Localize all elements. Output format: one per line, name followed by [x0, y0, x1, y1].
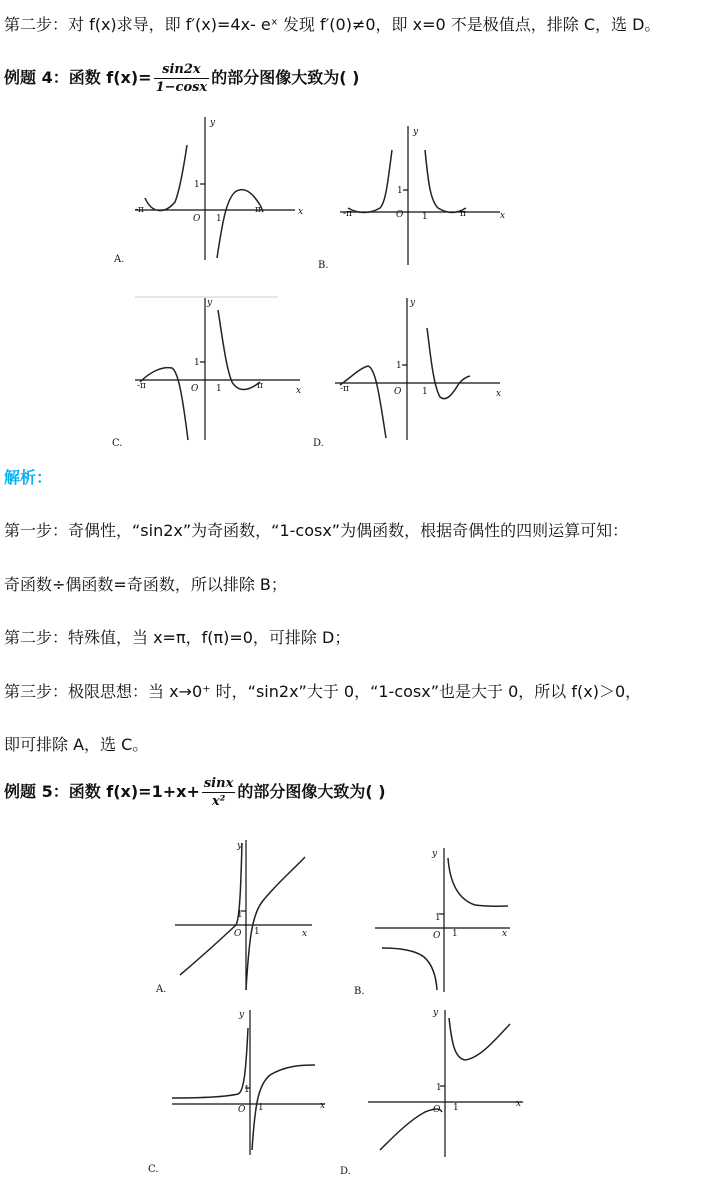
analysis-step-2: 第二步：特殊值，当 x=π，f(π)=0，可排除 D；	[4, 628, 351, 647]
graph-5a	[155, 840, 312, 995]
curve-left	[382, 948, 437, 990]
curve-right	[449, 1018, 510, 1060]
y-label: y	[210, 118, 216, 128]
x-label: x	[500, 211, 506, 221]
previous-step-text: 第二步：对 f(x)求导，即 f′(x)=4x- eˣ 发现 f′(0)≠0，即 x=0 不是极值点，排除 C，选 D。	[4, 15, 661, 34]
curve-right	[217, 190, 263, 258]
neg-pi-label: -π	[340, 384, 349, 394]
pi-label: π	[255, 205, 261, 215]
origin-label: O	[238, 1105, 246, 1115]
x-label: x	[496, 389, 502, 399]
analysis-step-3: 第三步：极限思想：当 x→0⁺ 时，“sin2x”大于 0，“1-cosx”也是大于 0，所以 f(x)＞0，	[4, 682, 642, 701]
origin-label: O	[396, 210, 404, 220]
y-one-label: 1	[397, 186, 403, 196]
curve-left	[140, 368, 188, 440]
x-one-label: 1	[258, 1103, 264, 1113]
neg-pi-label: -π	[343, 209, 352, 219]
x-label: x	[516, 1099, 522, 1109]
example-4-numerator: sin2x	[154, 62, 210, 79]
example-5-denominator: x²	[211, 794, 226, 809]
y-label: y	[410, 298, 416, 308]
x-label: x	[298, 207, 304, 217]
y-one-label: 1	[436, 1083, 442, 1093]
x-one-label: 1	[216, 214, 222, 224]
origin-label: O	[191, 384, 199, 394]
example-4-prefix: 例题 4：函数 f(x)=	[4, 68, 152, 87]
option-c-label: C.	[148, 1164, 159, 1175]
analysis-step-1-cont: 奇函数÷偶函数=奇函数，所以排除 B；	[4, 575, 287, 594]
neg-pi-label: -π	[137, 381, 146, 391]
curve-right	[448, 858, 508, 906]
graph-5b	[354, 848, 510, 997]
y-one-label: 1	[244, 1085, 250, 1095]
graph-4b	[318, 126, 505, 271]
curve-left	[348, 150, 392, 213]
pi-label: π	[257, 381, 263, 391]
curve-left	[180, 843, 242, 975]
neg-pi-label: -π	[135, 205, 144, 215]
graph-4d	[313, 298, 501, 449]
y-one-label: 1	[194, 180, 200, 190]
y-one-label: 1	[396, 361, 402, 371]
x-one-label: 1	[216, 384, 222, 394]
origin-label: O	[433, 931, 441, 941]
analysis-step-1: 第一步：奇偶性，“sin2x”为奇函数，“1-cosx”为偶函数，根据奇偶性的四则运算可知：	[4, 521, 629, 540]
y-one-label: 1	[194, 358, 200, 368]
example-5-suffix: 的部分图像大致为( )	[237, 782, 386, 801]
y-label: y	[237, 841, 243, 851]
curve-left	[340, 366, 386, 438]
x-one-label: 1	[422, 387, 428, 397]
x-one-label: 1	[452, 929, 458, 939]
example-4-denominator: 1−cosx	[155, 80, 208, 95]
y-label: y	[433, 1008, 439, 1018]
option-d-label: D.	[313, 438, 324, 449]
x-label: x	[320, 1101, 326, 1111]
x-one-label: 1	[453, 1103, 459, 1113]
origin-label: O	[234, 929, 242, 939]
x-one-label: 1	[422, 212, 428, 222]
y-one-label: 1	[435, 913, 441, 923]
example-4-suffix: 的部分图像大致为( )	[211, 68, 360, 87]
curve-right	[427, 328, 470, 399]
example-5-numerator: sinx	[203, 776, 234, 791]
y-one-label: 1	[237, 910, 243, 920]
y-label: y	[413, 127, 419, 137]
x-label: x	[302, 929, 308, 939]
option-a-label: A.	[156, 984, 167, 995]
analysis-label: 解析：	[4, 468, 53, 487]
option-c-label: C.	[112, 438, 123, 449]
y-label: y	[432, 849, 438, 859]
x-one-label: 1	[254, 927, 260, 937]
y-label: y	[239, 1010, 245, 1020]
graph-5c	[148, 1010, 325, 1175]
x-label: x	[296, 386, 302, 396]
graph-4a	[113, 117, 303, 265]
option-b-label: B.	[318, 260, 329, 271]
curve-right	[218, 310, 260, 390]
example-5-prefix: 例题 5：函数 f(x)=1+x+	[4, 782, 200, 801]
graph-4c	[112, 297, 301, 449]
y-label: y	[207, 298, 213, 308]
analysis-step-3-cont: 即可排除 A，选 C。	[4, 735, 149, 754]
curve-left	[380, 1109, 442, 1150]
origin-label: O	[394, 387, 402, 397]
option-b-label: B.	[354, 986, 365, 997]
graph-5d	[340, 1008, 523, 1177]
origin-label: O	[433, 1105, 441, 1115]
option-d-label: D.	[340, 1166, 351, 1177]
option-a-label: A.	[114, 254, 125, 265]
curve-left	[145, 145, 187, 211]
x-label: x	[502, 929, 508, 939]
curve-upper	[172, 1028, 248, 1098]
pi-label: π	[460, 209, 466, 219]
origin-label: O	[193, 214, 201, 224]
curve-right	[425, 150, 466, 213]
curve-right	[246, 857, 308, 990]
